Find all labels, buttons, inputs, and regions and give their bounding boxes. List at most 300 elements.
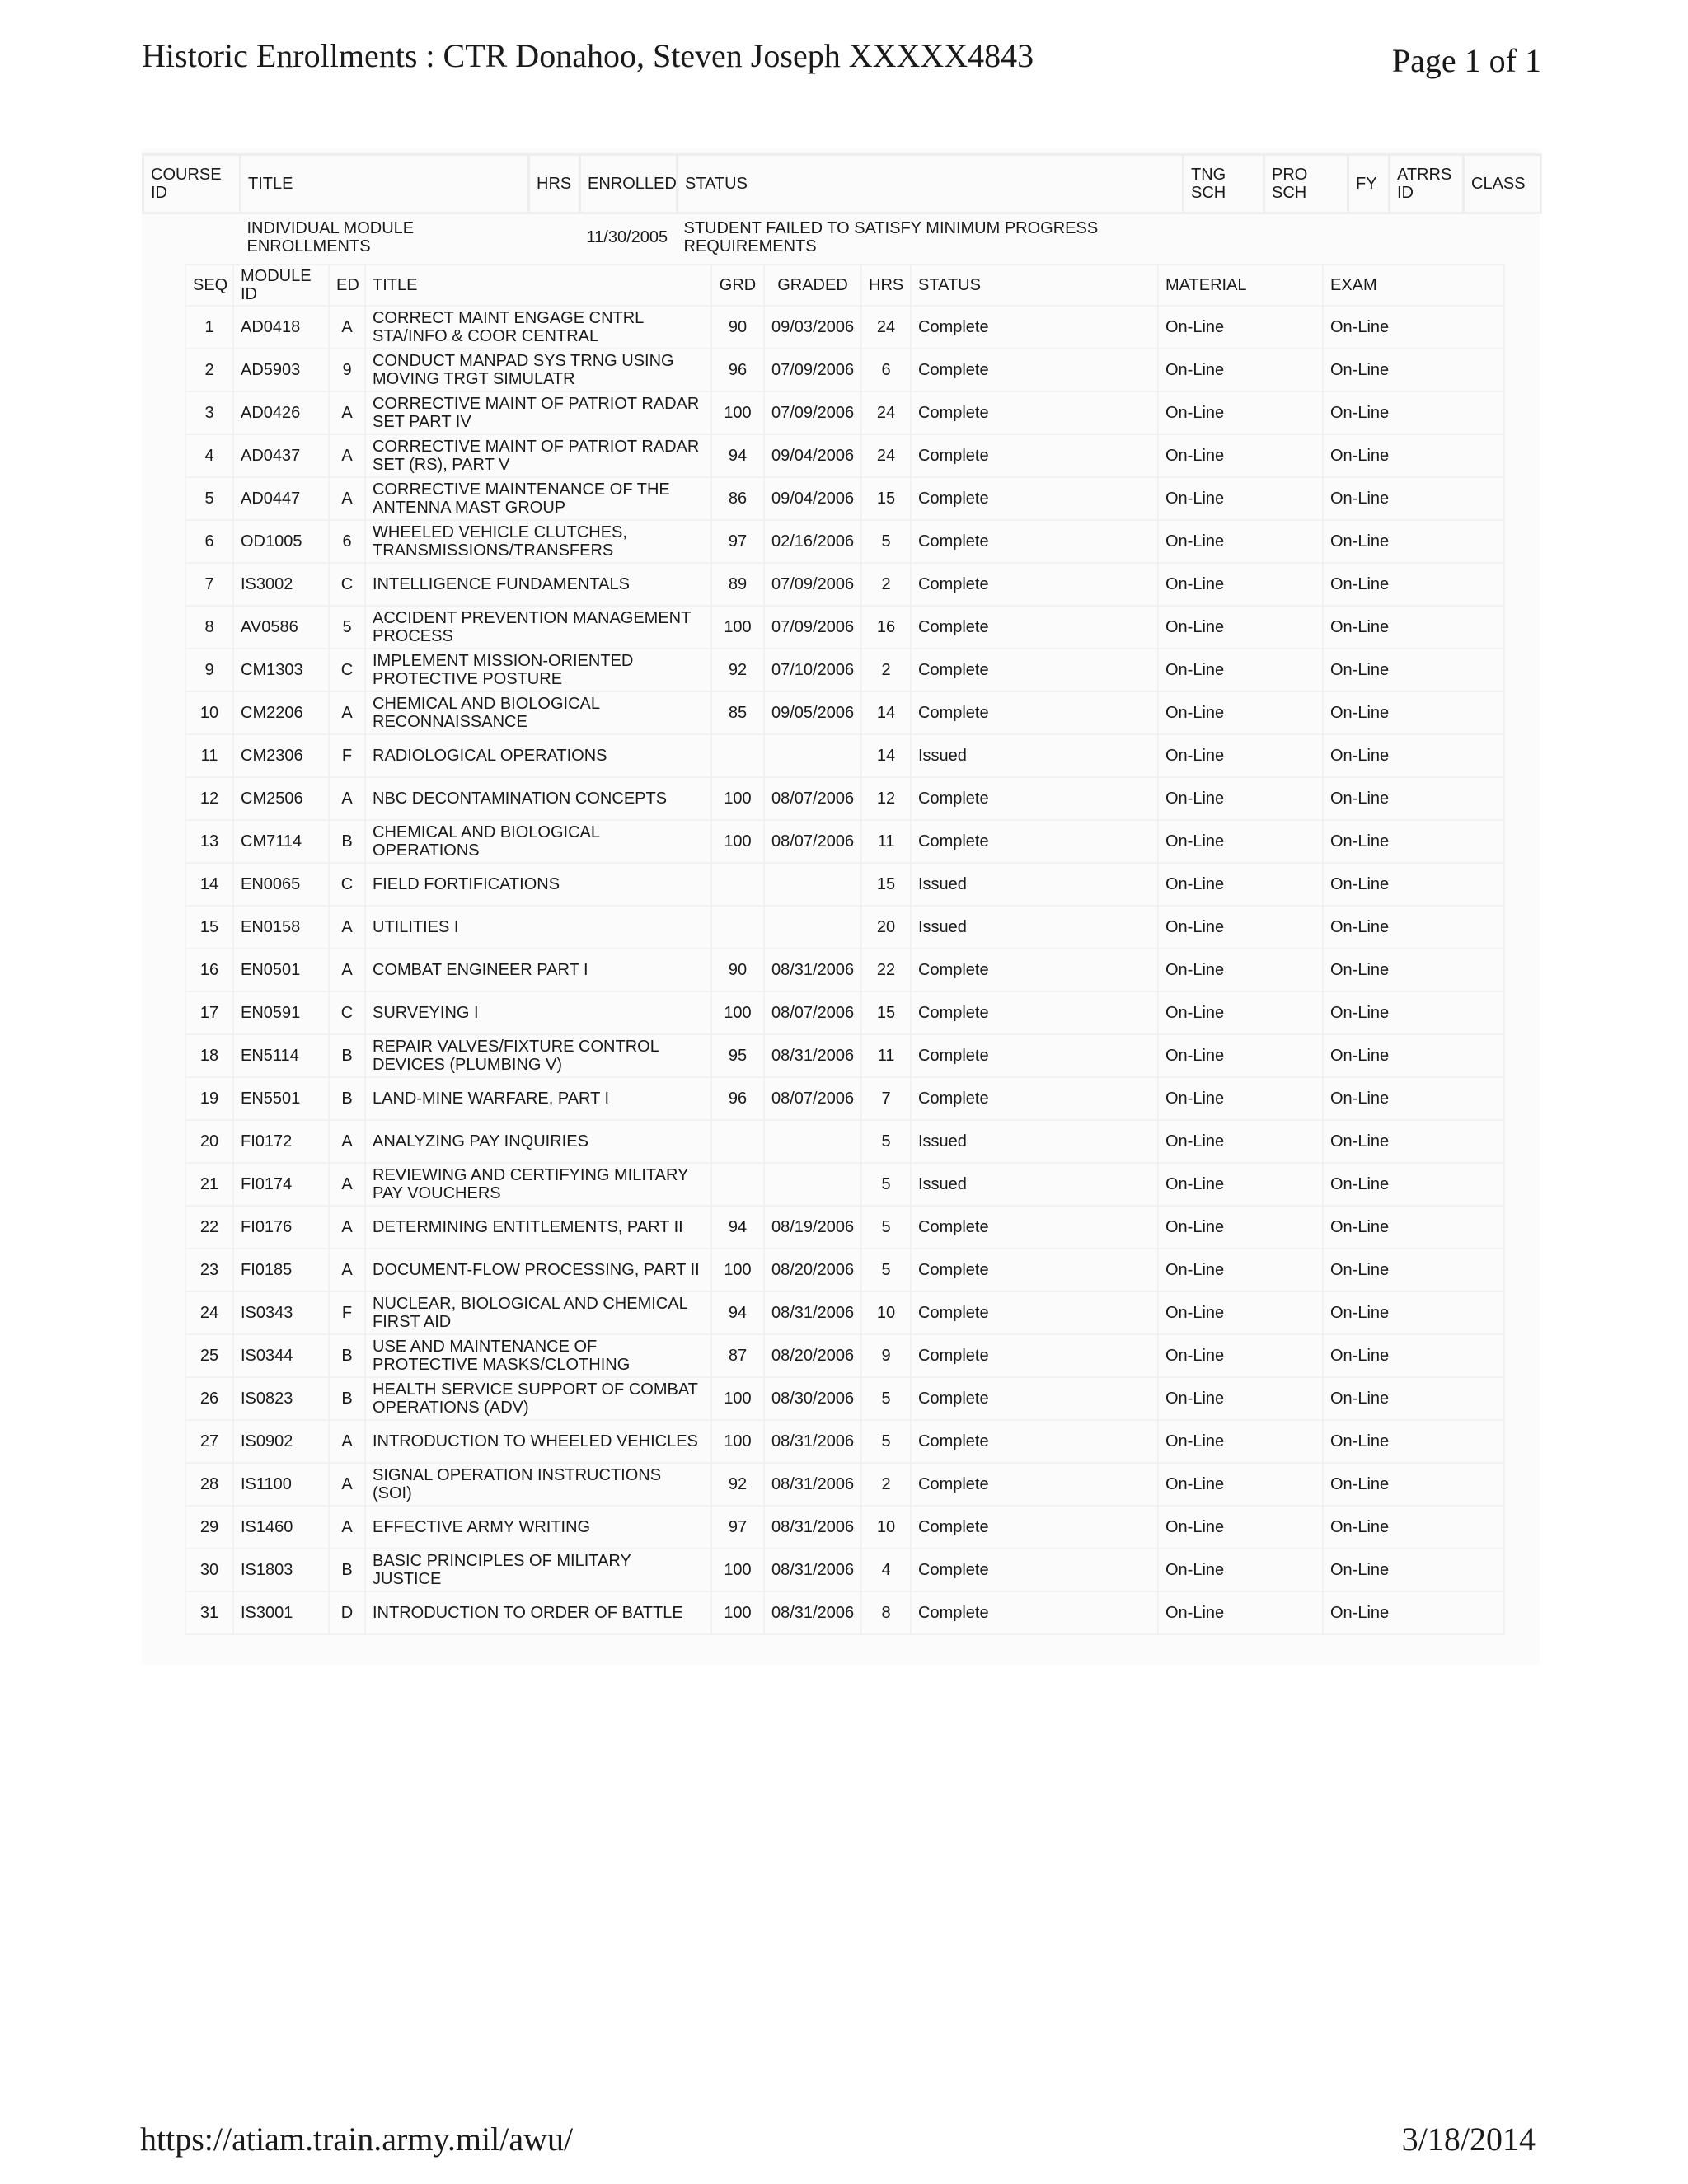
cell-material: On-Line — [1158, 1377, 1323, 1420]
course-hrs — [529, 213, 580, 261]
cell-grd: 97 — [711, 1506, 764, 1549]
cell-material: On-Line — [1158, 477, 1323, 520]
cell-module-title: INTELLIGENCE FUNDAMENTALS — [365, 563, 711, 606]
cell-grd: 96 — [711, 349, 764, 391]
cell-seq: 25 — [185, 1334, 233, 1377]
cell-material: On-Line — [1158, 306, 1323, 349]
cell-exam: On-Line — [1323, 1249, 1504, 1291]
cell-ed: A — [329, 391, 365, 434]
cell-module-title: REVIEWING AND CERTIFYING MILITARY PAY VOUCHERS — [365, 1163, 711, 1206]
cell-hrs: 15 — [861, 991, 911, 1034]
cell-grd: 87 — [711, 1334, 764, 1377]
cell-ed: B — [329, 1377, 365, 1420]
cell-status: Complete — [911, 691, 1158, 734]
table-row — [185, 734, 1504, 777]
cell-status: Issued — [911, 734, 1158, 777]
table-row — [185, 1549, 1504, 1591]
cell-graded: 09/05/2006 — [764, 691, 861, 734]
col-course-id: COURSE ID — [143, 155, 241, 213]
cell-exam: On-Line — [1323, 1163, 1504, 1206]
cell-seq: 16 — [185, 949, 233, 991]
cell-grd: 100 — [711, 1249, 764, 1291]
cell-seq: 29 — [185, 1506, 233, 1549]
table-row — [185, 1291, 1504, 1334]
cell-seq: 18 — [185, 1034, 233, 1077]
cell-hrs: 14 — [861, 691, 911, 734]
table-row — [185, 1206, 1504, 1249]
cell-material: On-Line — [1158, 991, 1323, 1034]
cell-seq: 24 — [185, 1291, 233, 1334]
cell-hrs: 12 — [861, 777, 911, 820]
cell-status: Complete — [911, 1034, 1158, 1077]
cell-module-id: CM7114 — [233, 820, 329, 863]
cell-material: On-Line — [1158, 391, 1323, 434]
cell-status: Complete — [911, 1291, 1158, 1334]
table-row — [185, 1120, 1504, 1163]
cell-status: Complete — [911, 1206, 1158, 1249]
cell-material: On-Line — [1158, 1420, 1323, 1463]
cell-status: Complete — [911, 1506, 1158, 1549]
footer-url: https://atiam.train.army.mil/awu/ — [140, 2121, 574, 2158]
cell-grd: 89 — [711, 563, 764, 606]
table-row — [185, 1163, 1504, 1206]
cell-ed: 6 — [329, 520, 365, 563]
course-enrolled: 11/30/2005 — [586, 228, 668, 246]
cell-hrs: 4 — [861, 1549, 911, 1591]
cell-seq: 26 — [185, 1377, 233, 1420]
cell-material: On-Line — [1158, 906, 1323, 949]
cell-status: Issued — [911, 906, 1158, 949]
cell-exam: On-Line — [1323, 563, 1504, 606]
cell-exam: On-Line — [1323, 349, 1504, 391]
table-row — [185, 391, 1504, 434]
cell-exam: On-Line — [1323, 691, 1504, 734]
cell-hrs: 22 — [861, 949, 911, 991]
cell-module-title: ACCIDENT PREVENTION MANAGEMENT PROCESS — [365, 606, 711, 649]
cell-grd: 96 — [711, 1077, 764, 1120]
cell-exam: On-Line — [1323, 863, 1504, 906]
cell-module-title: REPAIR VALVES/FIXTURE CONTROL DEVICES (PLUMBING V) — [365, 1034, 711, 1077]
cell-exam: On-Line — [1323, 306, 1504, 349]
cell-hrs: 15 — [861, 477, 911, 520]
cell-grd — [711, 906, 764, 949]
cell-seq: 13 — [185, 820, 233, 863]
cell-graded: 08/07/2006 — [764, 991, 861, 1034]
table-row — [185, 1377, 1504, 1420]
cell-module-title: HEALTH SERVICE SUPPORT OF COMBAT OPERATIONS (ADV) — [365, 1377, 711, 1420]
cell-seq: 8 — [185, 606, 233, 649]
col-exam: EXAM — [1323, 265, 1504, 306]
cell-graded: 08/07/2006 — [764, 1077, 861, 1120]
cell-material: On-Line — [1158, 734, 1323, 777]
cell-seq: 7 — [185, 563, 233, 606]
table-row — [185, 1077, 1504, 1120]
cell-module-title: COMBAT ENGINEER PART I — [365, 949, 711, 991]
table-row — [185, 1591, 1504, 1634]
cell-module-id: IS0344 — [233, 1334, 329, 1377]
cell-exam: On-Line — [1323, 477, 1504, 520]
cell-graded: 09/04/2006 — [764, 477, 861, 520]
cell-hrs: 16 — [861, 606, 911, 649]
cell-module-id: IS1460 — [233, 1506, 329, 1549]
course-status: STUDENT FAILED TO SATISFY MINIMUM PROGRESS REQUIREMENTS — [683, 219, 1099, 255]
cell-module-title: INTRODUCTION TO WHEELED VEHICLES — [365, 1420, 711, 1463]
cell-hrs: 9 — [861, 1334, 911, 1377]
cell-ed: F — [329, 1291, 365, 1334]
table-row — [185, 520, 1504, 563]
module-table — [185, 264, 1505, 1635]
cell-grd: 100 — [711, 606, 764, 649]
cell-material: On-Line — [1158, 691, 1323, 734]
cell-material: On-Line — [1158, 1506, 1323, 1549]
table-row — [185, 606, 1504, 649]
cell-module-id: AV0586 — [233, 606, 329, 649]
cell-module-title: RADIOLOGICAL OPERATIONS — [365, 734, 711, 777]
cell-hrs: 8 — [861, 1591, 911, 1634]
cell-exam: On-Line — [1323, 1463, 1504, 1506]
cell-module-title: CORRECTIVE MAINT OF PATRIOT RADAR SET (RS), PART V — [365, 434, 711, 477]
cell-module-title: CONDUCT MANPAD SYS TRNG USING MOVING TRGT SIMULATR — [365, 349, 711, 391]
cell-module-title: WHEELED VEHICLE CLUTCHES, TRANSMISSIONS/TRANSFERS — [365, 520, 711, 563]
cell-ed: A — [329, 949, 365, 991]
cell-ed: B — [329, 820, 365, 863]
col-seq: SEQ — [185, 265, 233, 306]
cell-module-title: IMPLEMENT MISSION-ORIENTED PROTECTIVE POSTURE — [365, 649, 711, 691]
col-module-status: STATUS — [911, 265, 1158, 306]
cell-hrs: 11 — [861, 820, 911, 863]
cell-exam: On-Line — [1323, 1334, 1504, 1377]
col-tng-sch: TNG SCH — [1184, 155, 1264, 213]
cell-module-id: AD0447 — [233, 477, 329, 520]
cell-graded: 02/16/2006 — [764, 520, 861, 563]
cell-status: Issued — [911, 863, 1158, 906]
cell-status: Complete — [911, 349, 1158, 391]
cell-seq: 10 — [185, 691, 233, 734]
cell-grd: 100 — [711, 1377, 764, 1420]
cell-seq: 27 — [185, 1420, 233, 1463]
cell-material: On-Line — [1158, 1249, 1323, 1291]
page-title: Historic Enrollments : CTR Donahoo, Steven Joseph XXXXX4843 — [142, 37, 1034, 74]
col-module-title: TITLE — [365, 265, 711, 306]
cell-status: Complete — [911, 520, 1158, 563]
table-row — [185, 820, 1504, 863]
cell-graded: 08/31/2006 — [764, 1463, 861, 1506]
cell-material: On-Line — [1158, 349, 1323, 391]
cell-status: Complete — [911, 391, 1158, 434]
cell-hrs: 24 — [861, 391, 911, 434]
cell-graded — [764, 863, 861, 906]
cell-module-id: AD5903 — [233, 349, 329, 391]
table-row — [185, 691, 1504, 734]
cell-exam: On-Line — [1323, 906, 1504, 949]
course-id — [143, 213, 241, 261]
col-module-hrs: HRS — [861, 265, 911, 306]
cell-module-id: AD0426 — [233, 391, 329, 434]
col-material: MATERIAL — [1158, 265, 1323, 306]
cell-exam: On-Line — [1323, 434, 1504, 477]
cell-material: On-Line — [1158, 1120, 1323, 1163]
cell-material: On-Line — [1158, 949, 1323, 991]
cell-status: Complete — [911, 820, 1158, 863]
cell-seq: 5 — [185, 477, 233, 520]
cell-hrs: 24 — [861, 434, 911, 477]
cell-ed: B — [329, 1334, 365, 1377]
cell-module-id: CM2306 — [233, 734, 329, 777]
cell-grd: 100 — [711, 777, 764, 820]
cell-graded: 08/20/2006 — [764, 1249, 861, 1291]
cell-graded: 07/09/2006 — [764, 563, 861, 606]
cell-graded: 08/31/2006 — [764, 1549, 861, 1591]
cell-module-id: FI0172 — [233, 1120, 329, 1163]
table-row — [185, 563, 1504, 606]
cell-graded — [764, 906, 861, 949]
cell-hrs: 5 — [861, 1163, 911, 1206]
table-row — [185, 1334, 1504, 1377]
module-header-row — [185, 265, 1504, 306]
cell-graded: 08/31/2006 — [764, 1591, 861, 1634]
cell-seq: 30 — [185, 1549, 233, 1591]
cell-seq: 6 — [185, 520, 233, 563]
cell-seq: 11 — [185, 734, 233, 777]
cell-graded — [764, 734, 861, 777]
course-row — [143, 213, 1541, 261]
cell-seq: 14 — [185, 863, 233, 906]
table-row — [185, 1034, 1504, 1077]
cell-grd: 100 — [711, 1549, 764, 1591]
cell-seq: 19 — [185, 1077, 233, 1120]
cell-status: Complete — [911, 1591, 1158, 1634]
cell-hrs: 5 — [861, 1420, 911, 1463]
cell-module-id: AD0437 — [233, 434, 329, 477]
cell-hrs: 2 — [861, 1463, 911, 1506]
cell-graded: 07/09/2006 — [764, 606, 861, 649]
cell-status: Complete — [911, 949, 1158, 991]
cell-material: On-Line — [1158, 1291, 1323, 1334]
cell-module-title: INTRODUCTION TO ORDER OF BATTLE — [365, 1591, 711, 1634]
cell-seq: 9 — [185, 649, 233, 691]
cell-graded: 08/31/2006 — [764, 949, 861, 991]
cell-seq: 22 — [185, 1206, 233, 1249]
cell-exam: On-Line — [1323, 1591, 1504, 1634]
cell-hrs: 5 — [861, 1120, 911, 1163]
cell-ed: A — [329, 477, 365, 520]
cell-graded: 08/30/2006 — [764, 1377, 861, 1420]
cell-ed: A — [329, 691, 365, 734]
cell-module-title: CORRECT MAINT ENGAGE CNTRL STA/INFO & COOR CENTRAL — [365, 306, 711, 349]
cell-hrs: 6 — [861, 349, 911, 391]
cell-graded: 07/09/2006 — [764, 349, 861, 391]
col-atrrs-id: ATRRS ID — [1390, 155, 1464, 213]
cell-status: Issued — [911, 1163, 1158, 1206]
cell-status: Complete — [911, 1249, 1158, 1291]
cell-graded: 08/20/2006 — [764, 1334, 861, 1377]
col-fy: FY — [1348, 155, 1390, 213]
course-title: INDIVIDUAL MODULE ENROLLMENTS — [246, 219, 415, 255]
cell-ed: D — [329, 1591, 365, 1634]
cell-graded — [764, 1120, 861, 1163]
cell-module-title: SURVEYING I — [365, 991, 711, 1034]
cell-material: On-Line — [1158, 1334, 1323, 1377]
cell-hrs: 14 — [861, 734, 911, 777]
cell-graded: 09/03/2006 — [764, 306, 861, 349]
cell-exam: On-Line — [1323, 391, 1504, 434]
cell-grd: 85 — [711, 691, 764, 734]
cell-module-id: IS1803 — [233, 1549, 329, 1591]
cell-module-title: NUCLEAR, BIOLOGICAL AND CHEMICAL FIRST AID — [365, 1291, 711, 1334]
cell-ed: C — [329, 649, 365, 691]
col-module-id: MODULE ID — [233, 265, 329, 306]
cell-grd: 94 — [711, 1206, 764, 1249]
cell-status: Complete — [911, 991, 1158, 1034]
cell-module-title: CORRECTIVE MAINTENANCE OF THE ANTENNA MAST GROUP — [365, 477, 711, 520]
table-row — [185, 1506, 1504, 1549]
col-title: TITLE — [241, 155, 529, 213]
cell-status: Complete — [911, 1077, 1158, 1120]
cell-ed: 5 — [329, 606, 365, 649]
cell-ed: 9 — [329, 349, 365, 391]
cell-grd — [711, 863, 764, 906]
cell-ed: F — [329, 734, 365, 777]
cell-module-title: FIELD FORTIFICATIONS — [365, 863, 711, 906]
cell-material: On-Line — [1158, 1034, 1323, 1077]
cell-grd: 95 — [711, 1034, 764, 1077]
cell-status: Complete — [911, 777, 1158, 820]
cell-module-id: EN5114 — [233, 1034, 329, 1077]
cell-material: On-Line — [1158, 1463, 1323, 1506]
table-row — [185, 306, 1504, 349]
cell-material: On-Line — [1158, 563, 1323, 606]
cell-module-id: IS3001 — [233, 1591, 329, 1634]
cell-material: On-Line — [1158, 520, 1323, 563]
cell-hrs: 5 — [861, 1206, 911, 1249]
cell-exam: On-Line — [1323, 1506, 1504, 1549]
cell-exam: On-Line — [1323, 734, 1504, 777]
cell-module-id: IS0823 — [233, 1377, 329, 1420]
cell-status: Issued — [911, 1120, 1158, 1163]
cell-graded: 08/31/2006 — [764, 1291, 861, 1334]
cell-material: On-Line — [1158, 863, 1323, 906]
cell-ed: C — [329, 863, 365, 906]
cell-ed: A — [329, 777, 365, 820]
cell-graded: 08/07/2006 — [764, 820, 861, 863]
cell-module-title: SIGNAL OPERATION INSTRUCTIONS (SOI) — [365, 1463, 711, 1506]
cell-exam: On-Line — [1323, 1120, 1504, 1163]
cell-seq: 12 — [185, 777, 233, 820]
cell-status: Complete — [911, 434, 1158, 477]
table-row — [185, 477, 1504, 520]
footer-date: 3/18/2014 — [1401, 2121, 1536, 2158]
cell-status: Complete — [911, 563, 1158, 606]
cell-seq: 17 — [185, 991, 233, 1034]
cell-hrs: 15 — [861, 863, 911, 906]
cell-module-id: EN0501 — [233, 949, 329, 991]
cell-exam: On-Line — [1323, 1291, 1504, 1334]
cell-graded — [764, 1163, 861, 1206]
table-row — [185, 991, 1504, 1034]
cell-material: On-Line — [1158, 649, 1323, 691]
cell-exam: On-Line — [1323, 1206, 1504, 1249]
cell-grd: 90 — [711, 306, 764, 349]
cell-module-id: FI0174 — [233, 1163, 329, 1206]
cell-module-title: NBC DECONTAMINATION CONCEPTS — [365, 777, 711, 820]
cell-material: On-Line — [1158, 777, 1323, 820]
cell-ed: A — [329, 1506, 365, 1549]
cell-module-title: BASIC PRINCIPLES OF MILITARY JUSTICE — [365, 1549, 711, 1591]
cell-hrs: 2 — [861, 563, 911, 606]
cell-grd: 92 — [711, 1463, 764, 1506]
cell-grd: 97 — [711, 520, 764, 563]
col-status: STATUS — [678, 155, 1184, 213]
col-pro-sch: PRO SCH — [1264, 155, 1348, 213]
col-enrolled: ENROLLED — [580, 155, 678, 213]
cell-module-id: CM1303 — [233, 649, 329, 691]
cell-module-title: CORRECTIVE MAINT OF PATRIOT RADAR SET PART IV — [365, 391, 711, 434]
cell-hrs: 10 — [861, 1291, 911, 1334]
cell-module-title: UTILITIES I — [365, 906, 711, 949]
table-row — [185, 906, 1504, 949]
cell-status: Complete — [911, 649, 1158, 691]
cell-hrs: 5 — [861, 520, 911, 563]
cell-ed: A — [329, 1206, 365, 1249]
cell-material: On-Line — [1158, 1549, 1323, 1591]
cell-hrs: 5 — [861, 1377, 911, 1420]
cell-graded: 08/31/2006 — [764, 1034, 861, 1077]
cell-hrs: 7 — [861, 1077, 911, 1120]
table-row — [185, 777, 1504, 820]
cell-status: Complete — [911, 1334, 1158, 1377]
cell-ed: A — [329, 306, 365, 349]
cell-seq: 4 — [185, 434, 233, 477]
cell-seq: 2 — [185, 349, 233, 391]
cell-hrs: 24 — [861, 306, 911, 349]
cell-module-id: FI0185 — [233, 1249, 329, 1291]
cell-ed: B — [329, 1077, 365, 1120]
cell-module-id: EN0591 — [233, 991, 329, 1034]
cell-grd: 100 — [711, 820, 764, 863]
col-hrs: HRS — [529, 155, 580, 213]
cell-grd: 90 — [711, 949, 764, 991]
cell-module-id: EN0158 — [233, 906, 329, 949]
cell-status: Complete — [911, 606, 1158, 649]
cell-grd: 92 — [711, 649, 764, 691]
cell-module-title: USE AND MAINTENANCE OF PROTECTIVE MASKS/CLOTHING — [365, 1334, 711, 1377]
cell-module-id: CM2506 — [233, 777, 329, 820]
cell-grd: 100 — [711, 391, 764, 434]
cell-ed: A — [329, 906, 365, 949]
cell-graded: 08/31/2006 — [764, 1420, 861, 1463]
cell-ed: C — [329, 991, 365, 1034]
cell-status: Complete — [911, 477, 1158, 520]
cell-graded: 09/04/2006 — [764, 434, 861, 477]
cell-status: Complete — [911, 1420, 1158, 1463]
cell-module-title: ANALYZING PAY INQUIRIES — [365, 1120, 711, 1163]
cell-material: On-Line — [1158, 1206, 1323, 1249]
cell-seq: 23 — [185, 1249, 233, 1291]
cell-exam: On-Line — [1323, 949, 1504, 991]
cell-seq: 15 — [185, 906, 233, 949]
page-number: Page 1 of 1 — [1391, 42, 1541, 79]
cell-module-title: CHEMICAL AND BIOLOGICAL OPERATIONS — [365, 820, 711, 863]
cell-seq: 20 — [185, 1120, 233, 1163]
cell-seq: 21 — [185, 1163, 233, 1206]
cell-exam: On-Line — [1323, 1034, 1504, 1077]
cell-ed: C — [329, 563, 365, 606]
cell-material: On-Line — [1158, 1591, 1323, 1634]
cell-module-id: IS1100 — [233, 1463, 329, 1506]
cell-exam: On-Line — [1323, 606, 1504, 649]
cell-hrs: 11 — [861, 1034, 911, 1077]
cell-module-id: CM2206 — [233, 691, 329, 734]
